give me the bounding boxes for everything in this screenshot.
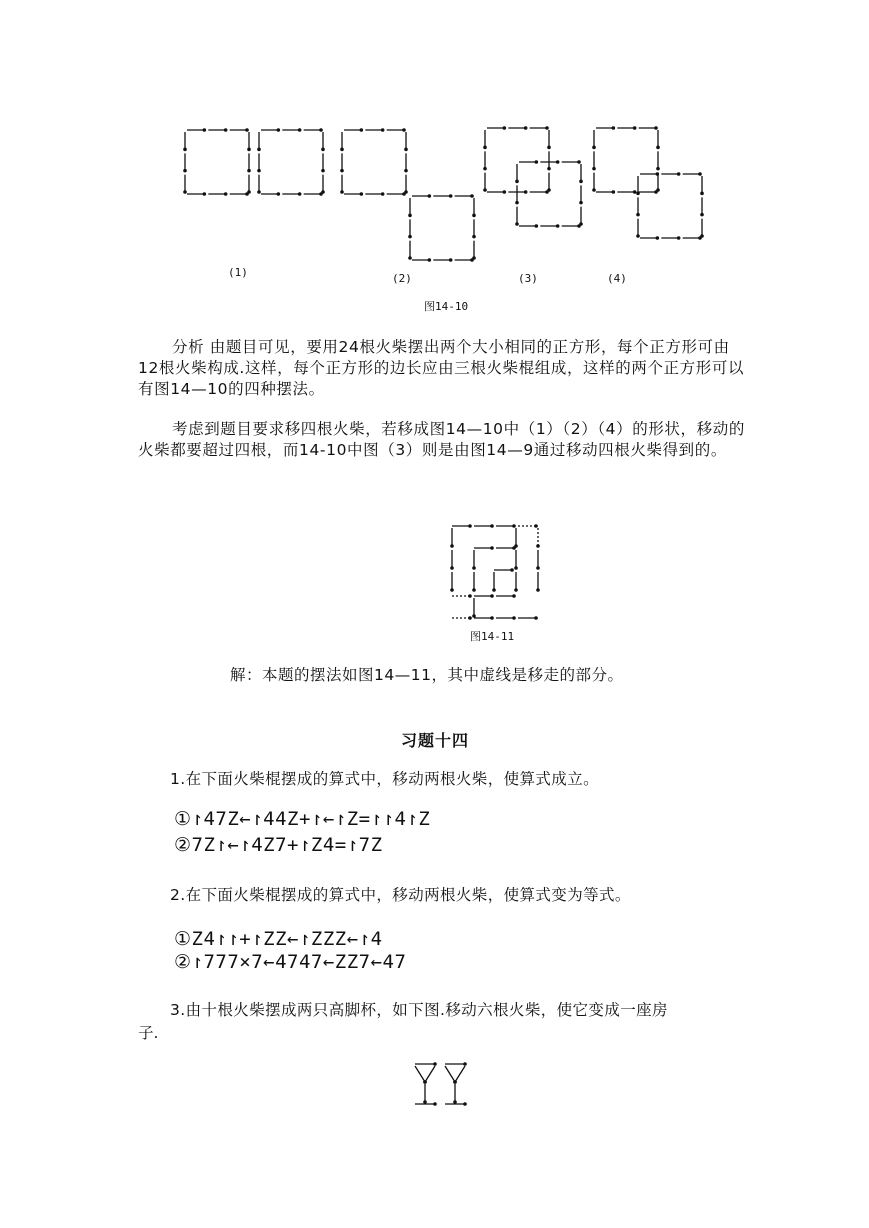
- matchstick-head: [277, 192, 281, 196]
- figure-14-11-diagram: [440, 518, 550, 626]
- matchstick-head: [556, 224, 560, 228]
- matchstick-head: [224, 128, 228, 132]
- matchstick-head: [636, 213, 640, 217]
- matchstick-head: [257, 148, 261, 152]
- matchstick-head: [247, 190, 251, 194]
- matchstick-head: [503, 126, 507, 130]
- figure-14-10-caption: 图14-10: [424, 300, 469, 313]
- matchstick-head: [428, 258, 432, 262]
- q2-equation-2: ②↾777×7←4747←ZZ7←47: [174, 951, 407, 973]
- matchstick-head: [515, 180, 519, 184]
- matchstick-head: [577, 160, 581, 164]
- matchstick-head: [483, 146, 487, 150]
- matchstick-head: [408, 235, 412, 239]
- matchstick-head: [514, 588, 518, 592]
- matchstick-head: [257, 169, 261, 173]
- figure-14-10-squares: [183, 126, 704, 262]
- matchstick-head: [579, 222, 583, 226]
- matchstick-head: [579, 180, 583, 184]
- matchstick-head: [656, 236, 660, 240]
- matchstick-head: [579, 201, 583, 205]
- matchstick: [425, 1066, 435, 1082]
- matchstick-head: [298, 128, 302, 132]
- matchstick-head: [183, 190, 187, 194]
- matchstick-head: [340, 148, 344, 152]
- matchstick-head: [472, 588, 476, 592]
- matchstick-head: [433, 1062, 437, 1066]
- matchstick: [455, 1066, 465, 1082]
- matchstick-head: [534, 524, 538, 528]
- matchstick-head: [298, 192, 302, 196]
- q1-equation-1: ①↾47Z←↾44Z+↾←↾Z=↾↾4↾Z: [174, 808, 431, 830]
- matchstick-head: [321, 169, 325, 173]
- question-3-line-2: 子.: [138, 1024, 159, 1042]
- matchstick-head: [536, 588, 540, 592]
- matchstick-head: [700, 213, 704, 217]
- matchstick-head: [512, 616, 516, 620]
- matchstick-head: [449, 194, 453, 198]
- matchstick-head: [592, 167, 596, 171]
- matchstick-head: [433, 1102, 437, 1106]
- matchstick-head: [381, 192, 385, 196]
- matchstick-head: [592, 146, 596, 150]
- matchstick-head: [512, 524, 516, 528]
- matchstick-head: [656, 188, 660, 192]
- matchstick-head: [490, 616, 494, 620]
- matchstick-head: [472, 235, 476, 239]
- matchstick-head: [592, 188, 596, 192]
- matchstick-head: [472, 566, 476, 570]
- matchstick-head: [470, 194, 474, 198]
- matchstick-head: [677, 172, 681, 176]
- matchstick-head: [453, 1100, 457, 1104]
- matchstick-head: [514, 544, 518, 548]
- matchstick-head: [698, 172, 702, 176]
- matchstick-head: [633, 190, 637, 194]
- figure-label-2: (2): [392, 272, 412, 285]
- matchstick-head: [524, 190, 528, 194]
- matchstick-head: [656, 146, 660, 150]
- matchstick-head: [700, 234, 704, 238]
- goblets-diagram: [405, 1058, 475, 1114]
- q1-equation-2: ②7Z↾←↾4Z7+↾Z4=↾7Z: [174, 834, 383, 856]
- matchstick-head: [547, 167, 551, 171]
- matchstick-head: [450, 566, 454, 570]
- matchstick-head: [247, 169, 251, 173]
- matchstick-head: [453, 1080, 457, 1084]
- matchstick-head: [360, 128, 364, 132]
- matchstick-head: [514, 566, 518, 570]
- matchstick-head: [450, 588, 454, 592]
- matchstick-head: [700, 192, 704, 196]
- matchstick-head: [535, 224, 539, 228]
- matchstick-head: [360, 192, 364, 196]
- matchstick-head: [277, 128, 281, 132]
- matchstick-head: [404, 169, 408, 173]
- matchstick-head: [340, 190, 344, 194]
- matchstick-head: [468, 524, 472, 528]
- matchstick-head: [423, 1100, 427, 1104]
- matchstick-head: [224, 192, 228, 196]
- matchstick-head: [483, 188, 487, 192]
- matchstick-head: [257, 190, 261, 194]
- matchstick-head: [656, 167, 660, 171]
- figure-label-4: (4): [607, 272, 627, 285]
- matchstick-head: [321, 148, 325, 152]
- matchstick: [445, 1066, 455, 1082]
- matchstick-head: [203, 128, 207, 132]
- matchstick-head: [408, 214, 412, 218]
- figure-14-10-diagram: [0, 0, 869, 300]
- matchstick-head: [636, 192, 640, 196]
- figure-label-3: (3): [518, 272, 538, 285]
- matchstick-head: [492, 588, 496, 592]
- matchstick-head: [468, 616, 472, 620]
- matchstick-head: [319, 128, 323, 132]
- matchstick-head: [463, 1102, 467, 1106]
- question-2: 2.在下面火柴棍摆成的算式中，移动两根火柴，使算式变为等式。: [170, 886, 631, 904]
- matchstick-head: [408, 256, 412, 260]
- matchstick-head: [534, 616, 538, 620]
- matchstick-head: [503, 190, 507, 194]
- matchstick-head: [428, 194, 432, 198]
- analysis-paragraph-2: 考虑到题目要求移四根火柴，若移成图14—10中（1）（2）（4）的形状，移动的火柴都要超过四根，而14-10中图（3）则是由图14—9通过移动四根火柴得到的。: [138, 420, 745, 459]
- matchstick-head: [490, 546, 494, 550]
- matchstick-head: [404, 190, 408, 194]
- matchstick-head: [490, 594, 494, 598]
- matchstick-head: [183, 169, 187, 173]
- figure-14-11-caption: 图14-11: [470, 630, 515, 643]
- matchstick-head: [247, 148, 251, 152]
- matchstick-head: [340, 169, 344, 173]
- matchstick-head: [515, 222, 519, 226]
- exercise-title: 习题十四: [401, 731, 470, 750]
- matchstick-head: [490, 524, 494, 528]
- matchstick-head: [656, 172, 660, 176]
- matchstick-head: [381, 128, 385, 132]
- matchstick-head: [612, 126, 616, 130]
- q2-equation-1: ①Z4↾↾+↾ZZ←↾ZZZ←↾4: [174, 928, 383, 950]
- solution-text: 解：本题的摆法如图14—11，其中虚线是移走的部分。: [230, 666, 624, 684]
- matchstick-head: [547, 188, 551, 192]
- matchstick-head: [536, 544, 540, 548]
- matchstick-head: [423, 1080, 427, 1084]
- matchstick-head: [402, 128, 406, 132]
- matchstick-head: [547, 146, 551, 150]
- figure-label-1: (1): [228, 266, 248, 279]
- matchstick-head: [203, 192, 207, 196]
- matchstick-head: [468, 594, 472, 598]
- matchstick-head: [472, 256, 476, 260]
- matchstick-head: [321, 190, 325, 194]
- matchstick-head: [677, 236, 681, 240]
- question-1: 1.在下面火柴棍摆成的算式中，移动两根火柴，使算式成立。: [170, 770, 599, 788]
- matchstick-head: [183, 148, 187, 152]
- matchstick-head: [654, 126, 658, 130]
- matchstick-head: [556, 160, 560, 164]
- matchstick-head: [449, 258, 453, 262]
- matchstick-head: [472, 614, 476, 618]
- matchstick-head: [245, 128, 249, 132]
- matchstick-head: [612, 190, 616, 194]
- matchstick-head: [463, 1062, 467, 1066]
- matchstick-head: [633, 126, 637, 130]
- matchstick-head: [512, 594, 516, 598]
- question-3-line-1: 3.由十根火柴摆成两只高脚杯，如下图.移动六根火柴，使它变成一座房: [170, 1001, 668, 1019]
- matchstick: [415, 1066, 425, 1082]
- matchstick-head: [450, 544, 454, 548]
- matchstick-head: [524, 126, 528, 130]
- analysis-paragraph-1: 分析 由题目可见，要用24根火柴摆出两个大小相同的正方形，每个正方形可由12根火柴构成.这样，每个正方形的边长应由三根火柴棍组成，这样的两个正方形可以有图14—10的四种摆法。: [138, 338, 745, 398]
- matchstick-head: [472, 214, 476, 218]
- matchstick-head: [545, 126, 549, 130]
- matchstick-head: [636, 234, 640, 238]
- matchstick-head: [535, 160, 539, 164]
- matchstick-head: [483, 167, 487, 171]
- matchstick-head: [404, 148, 408, 152]
- matchstick-head: [536, 566, 540, 570]
- matchstick-head: [515, 201, 519, 205]
- matchstick-head: [510, 568, 514, 572]
